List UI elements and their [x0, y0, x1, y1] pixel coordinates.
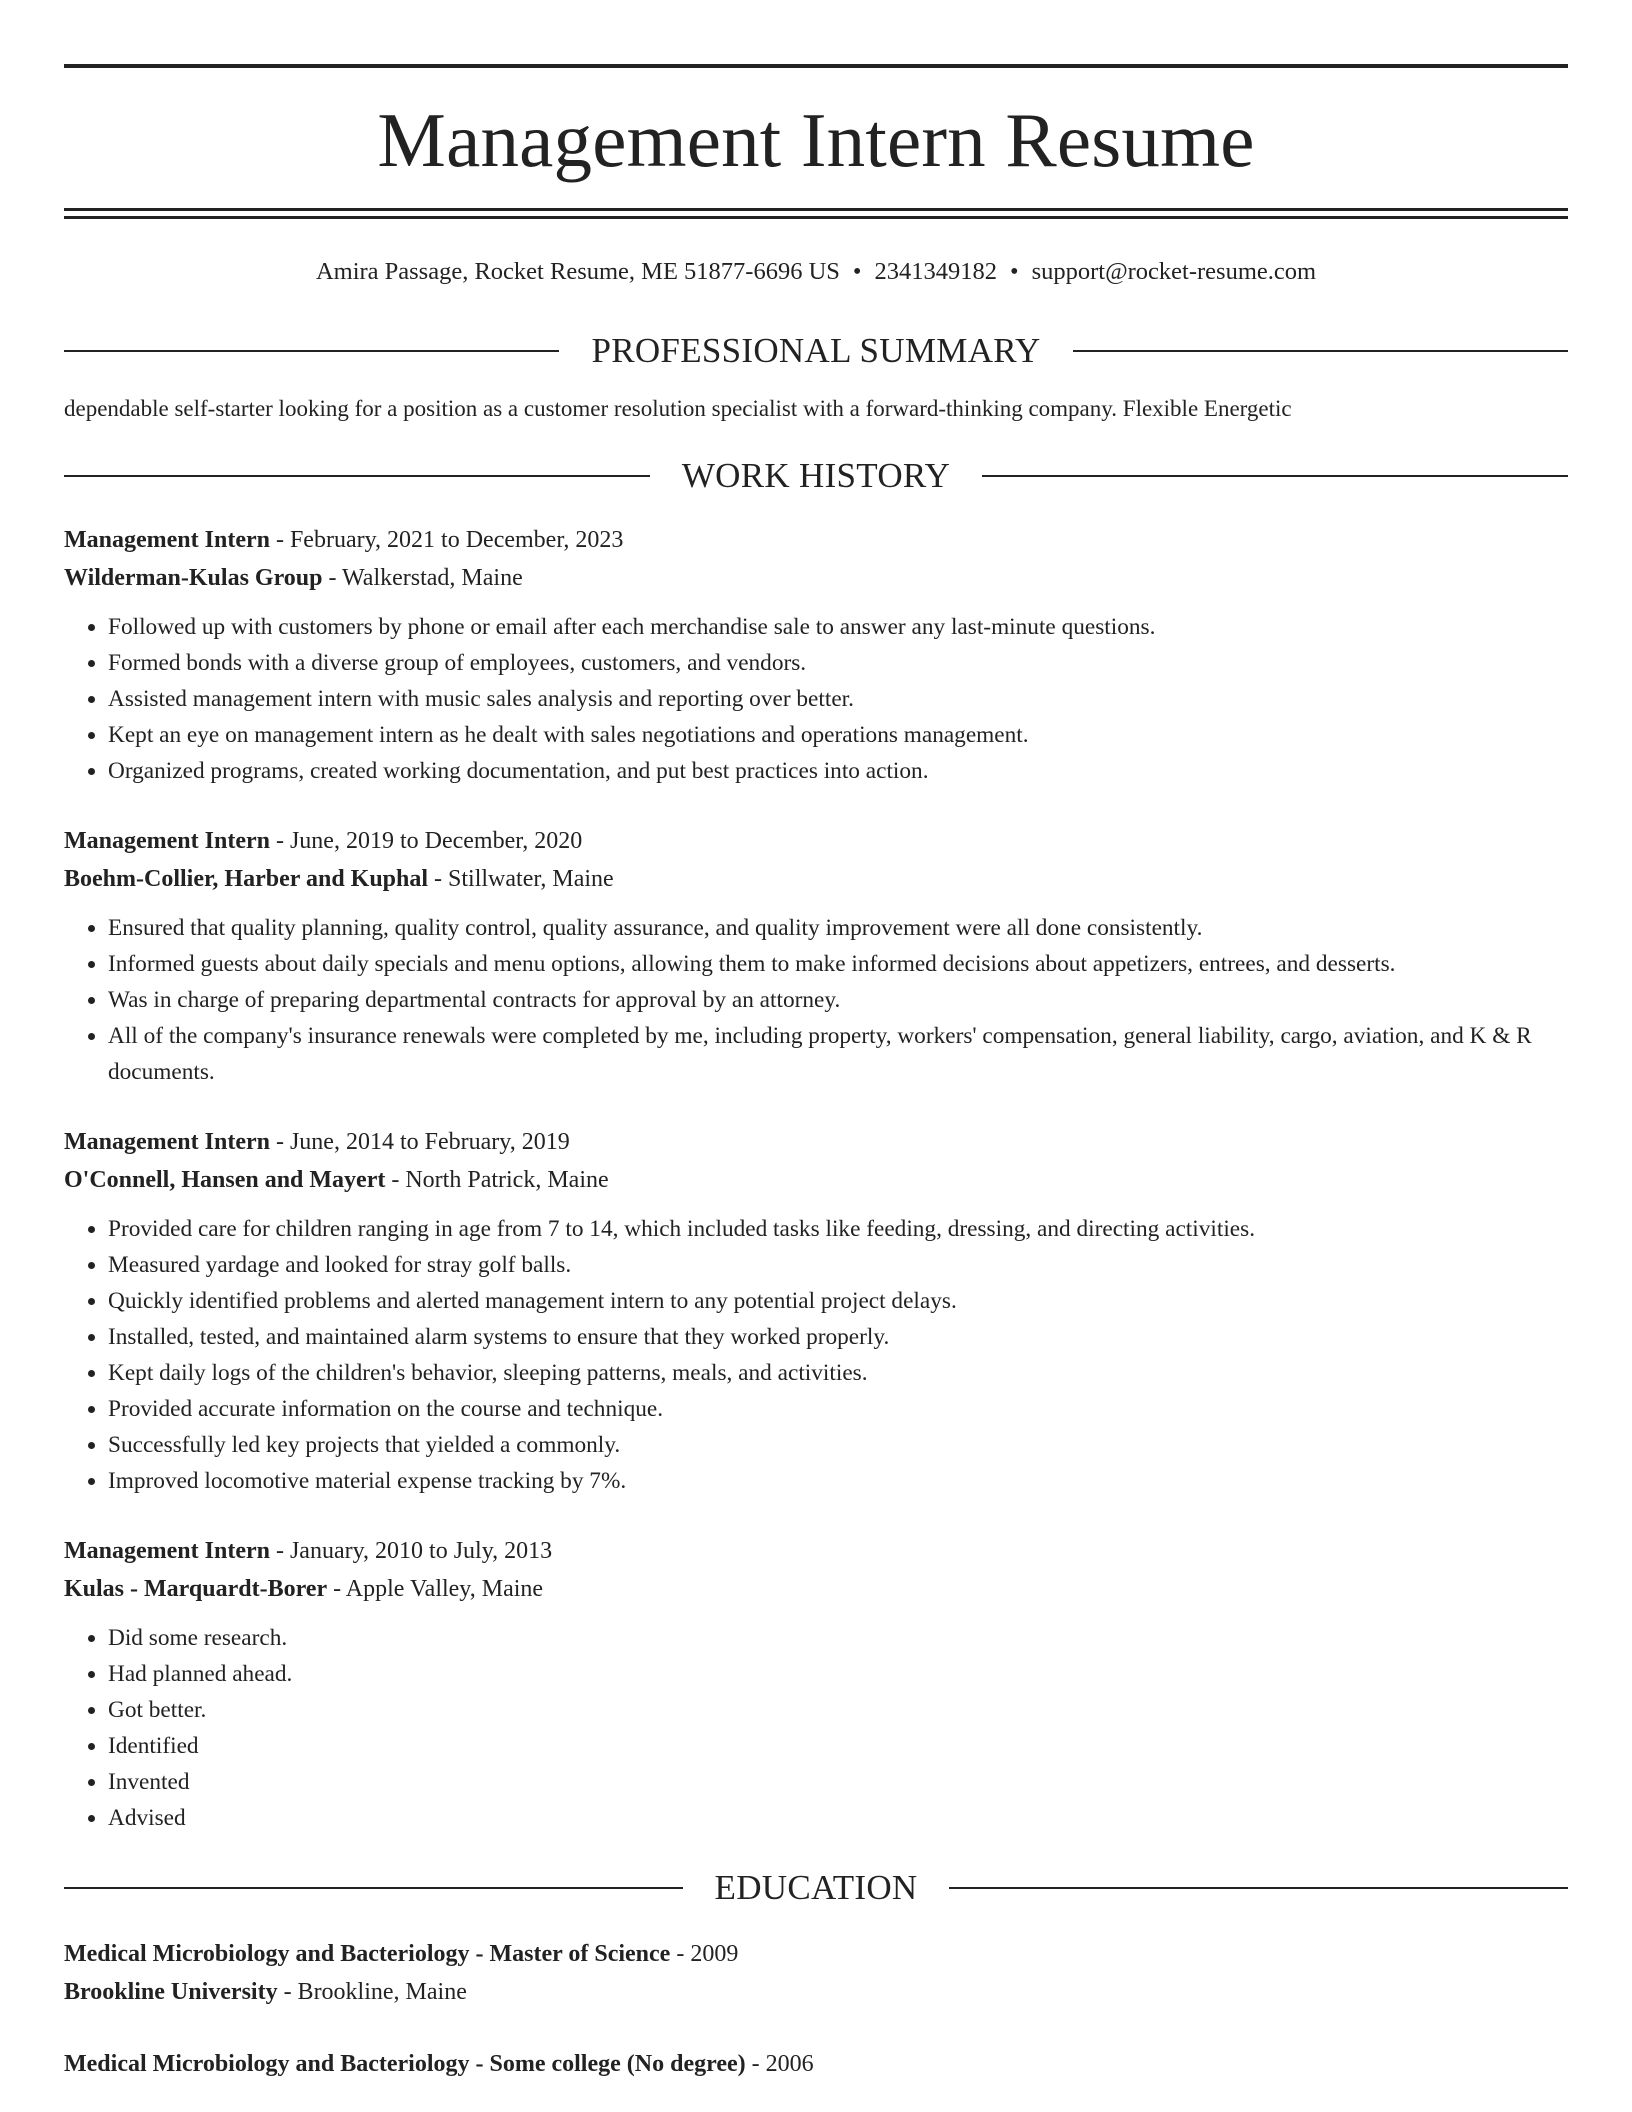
- job-bullet: • Successfully led key projects that yielded a commonly.: [108, 1427, 1568, 1463]
- job-dates: - January, 2010 to July, 2013: [269, 1538, 553, 1564]
- divider-line: [64, 350, 559, 352]
- job-location: - North Patrick, Maine: [385, 1167, 609, 1193]
- job-bullet: • Assisted management intern with music sales analysis and reporting over better.: [108, 681, 1568, 717]
- job-bullets: [64, 1211, 1568, 1499]
- contact-separator: •: [852, 258, 862, 285]
- job-company: Wilderman-Kulas Group: [64, 565, 323, 591]
- divider-line: [1073, 350, 1568, 352]
- job-bullet: • Improved locomotive material expense tracking by 7%.: [108, 1463, 1568, 1499]
- job-entry: [64, 1123, 1568, 1499]
- contact-address: Amira Passage, Rocket Resume, ME 51877-6696 US: [315, 258, 840, 285]
- job-bullets: [64, 910, 1568, 1090]
- summary-text: dependable self-starter looking for a position as a customer resolution specialist with a forward-thinking company. Flexible Energetic: [64, 396, 1292, 421]
- education-degree: Medical Microbiology and Bacteriology - Some college (No degree): [64, 2051, 746, 2077]
- job-title: Management Intern: [64, 1129, 270, 1155]
- education-school-line: [64, 1973, 1568, 2011]
- divider-line: [64, 475, 650, 477]
- job-company-line: [64, 860, 1568, 898]
- job-title-line: [64, 822, 1568, 860]
- job-entry: [64, 521, 1568, 789]
- job-company: Kulas - Marquardt-Borer: [64, 1576, 328, 1602]
- contact-line: [64, 257, 1568, 287]
- job-bullet: • Invented: [108, 1764, 1568, 1800]
- section-header-work-history: [64, 458, 1568, 493]
- job-location: - Apple Valley, Maine: [327, 1576, 544, 1602]
- job-bullet: • Did some research.: [108, 1620, 1568, 1656]
- job-bullet: • Had planned ahead.: [108, 1656, 1568, 1692]
- section-header-education: [64, 1870, 1568, 1905]
- education-entry: [64, 1935, 1568, 2011]
- job-bullets: [64, 609, 1568, 789]
- job-bullet: • Informed guests about daily specials and menu options, allowing them to make informed decisions about appetizers, entrees, and desserts.: [108, 946, 1568, 982]
- job-title-line: [64, 1123, 1568, 1161]
- education-school: Brookline University: [64, 1979, 278, 2005]
- job-bullet: • Formed bonds with a diverse group of employees, customers, and vendors.: [108, 645, 1568, 681]
- job-location: - Stillwater, Maine: [428, 866, 614, 892]
- job-bullet: • Provided accurate information on the course and technique.: [108, 1391, 1568, 1427]
- job-company: O'Connell, Hansen and Mayert: [64, 1167, 386, 1193]
- section-title-summary: PROFESSIONAL SUMMARY: [591, 331, 1041, 370]
- page-title: Management Intern Resume: [377, 97, 1255, 183]
- job-dates: - June, 2019 to December, 2020: [269, 828, 583, 854]
- job-bullet: • Got better.: [108, 1692, 1568, 1728]
- job-title-line: [64, 521, 1568, 559]
- job-title: Management Intern: [64, 527, 270, 553]
- contact-phone: 2341349182: [874, 258, 997, 285]
- contact-email[interactable]: support@rocket-resume.com: [1031, 258, 1317, 285]
- job-title: Management Intern: [64, 1538, 270, 1564]
- divider-line: [949, 1887, 1568, 1889]
- job-dates: - February, 2021 to December, 2023: [269, 527, 624, 553]
- education-degree-line: [64, 2045, 1568, 2083]
- job-company: Boehm-Collier, Harber and Kuphal: [64, 866, 429, 892]
- job-bullet: • Installed, tested, and maintained alarm systems to ensure that they worked properly.: [108, 1319, 1568, 1355]
- contact-separator: •: [1009, 258, 1019, 285]
- job-bullet: • All of the company's insurance renewals were completed by me, including property, workers' compensation, general liability, cargo, aviation, and K & R documents.: [108, 1018, 1568, 1090]
- job-bullet: • Identified: [108, 1728, 1568, 1764]
- job-bullet: • Quickly identified problems and alerted management intern to any potential project delays.: [108, 1283, 1568, 1319]
- job-bullet: • Provided care for children ranging in age from 7 to 14, which included tasks like feeding, dressing, and directing activities.: [108, 1211, 1568, 1247]
- job-bullet: • Advised: [108, 1800, 1568, 1836]
- job-location: - Walkerstad, Maine: [322, 565, 523, 591]
- job-bullet: • Ensured that quality planning, quality control, quality assurance, and quality improvement were all done consistently.: [108, 910, 1568, 946]
- job-company-line: [64, 1161, 1568, 1199]
- education-year: - 2009: [670, 1941, 739, 1967]
- job-bullet: • Organized programs, created working documentation, and put best practices into action.: [108, 753, 1568, 789]
- job-company-line: [64, 1570, 1568, 1608]
- education-degree: Medical Microbiology and Bacteriology - Master of Science: [64, 1941, 671, 1967]
- job-entry: [64, 822, 1568, 1090]
- job-bullet: • Followed up with customers by phone or email after each merchandise sale to answer any last-minute questions.: [108, 609, 1568, 645]
- job-bullet: • Kept an eye on management intern as he dealt with sales negotiations and operations management.: [108, 717, 1568, 753]
- section-header-summary: [64, 333, 1568, 368]
- divider-line: [64, 1887, 683, 1889]
- job-bullet: • Kept daily logs of the children's behavior, sleeping patterns, meals, and activities.: [108, 1355, 1568, 1391]
- job-dates: - June, 2014 to February, 2019: [269, 1129, 570, 1155]
- job-company-line: [64, 559, 1568, 597]
- job-entry: [64, 1532, 1568, 1836]
- education-location: - Brookline, Maine: [277, 1979, 467, 2005]
- job-bullet: • Was in charge of preparing departmental contracts for approval by an attorney.: [108, 982, 1568, 1018]
- section-title-work-history: WORK HISTORY: [681, 456, 951, 495]
- section-title-education: EDUCATION: [714, 1868, 918, 1907]
- education-year: - 2006: [745, 2051, 814, 2077]
- education-entry: [64, 2045, 1568, 2083]
- job-bullet: • Measured yardage and looked for stray golf balls.: [108, 1247, 1568, 1283]
- education-degree-line: [64, 1935, 1568, 1973]
- job-title-line: [64, 1532, 1568, 1570]
- divider-line: [982, 475, 1568, 477]
- job-bullets: [64, 1620, 1568, 1836]
- title-double-rule: [64, 208, 1568, 219]
- job-title: Management Intern: [64, 828, 270, 854]
